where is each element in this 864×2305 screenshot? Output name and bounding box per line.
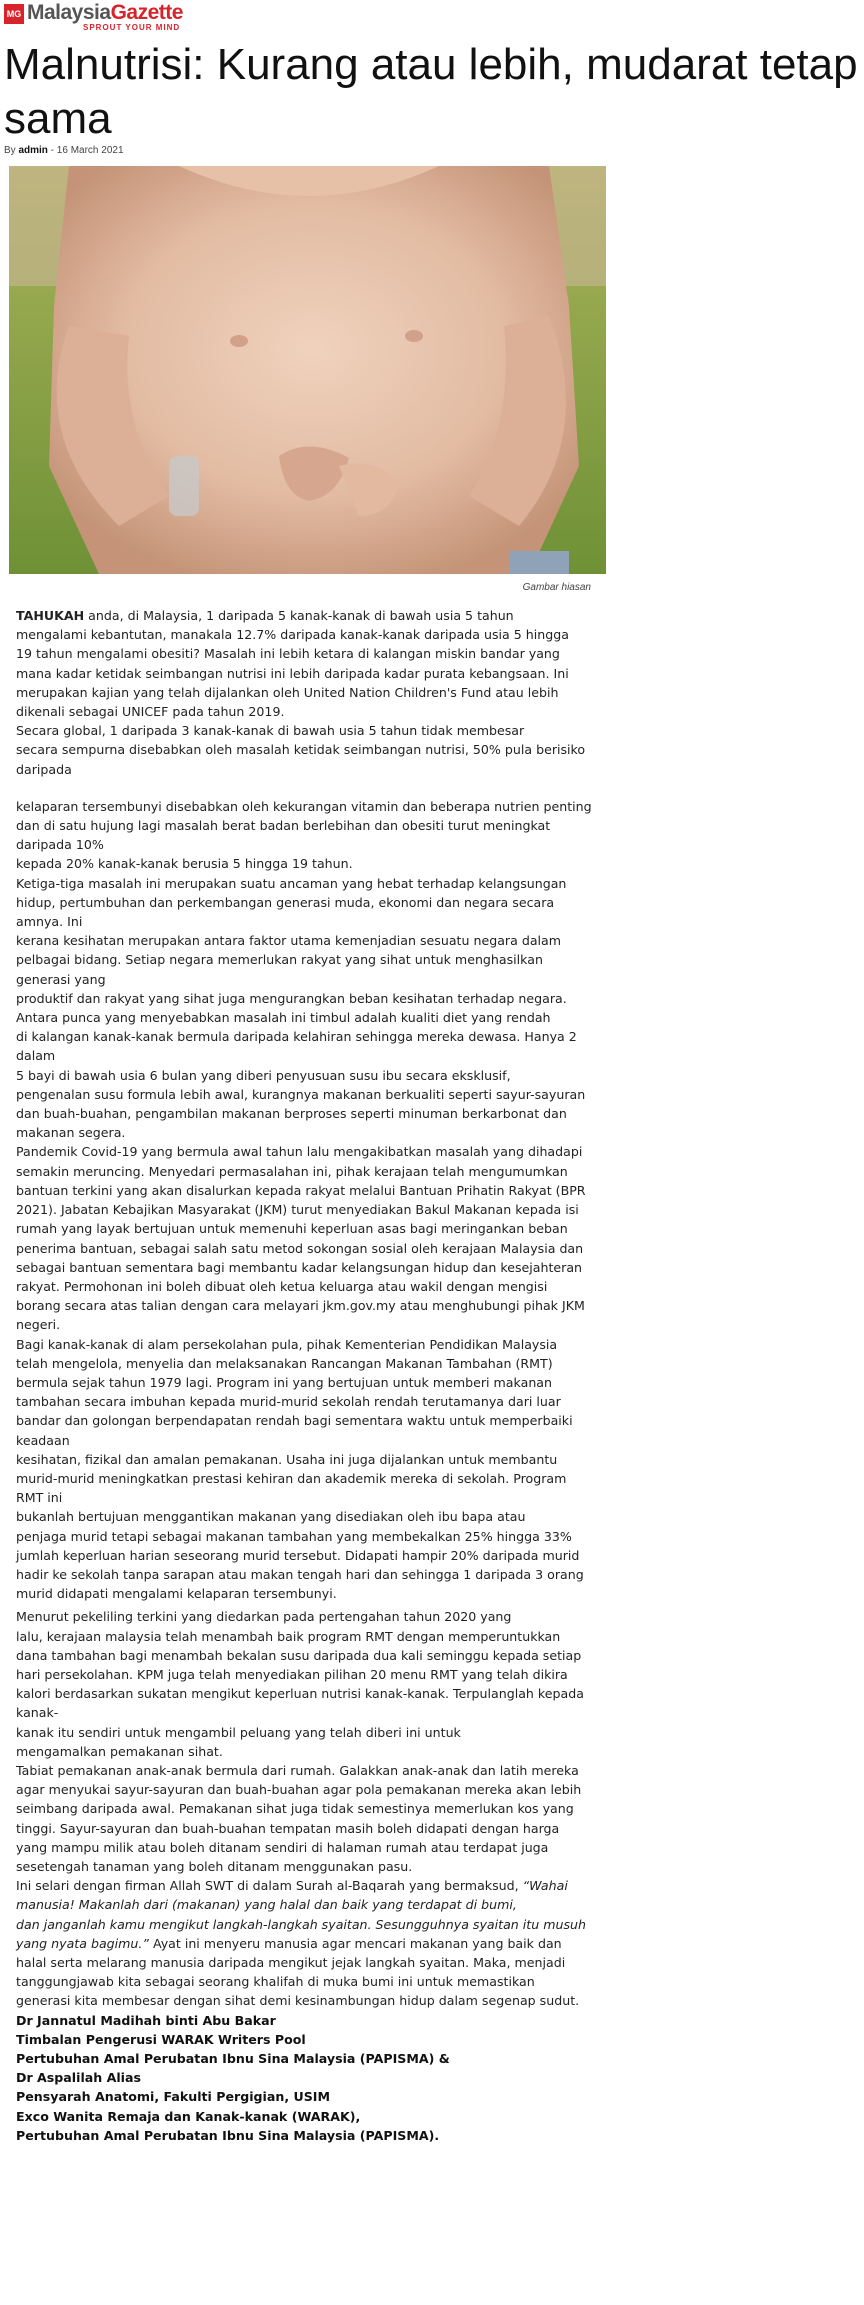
logo-name (27, 2, 183, 23)
site-header (0, 0, 864, 34)
logo-badge: MG (4, 4, 24, 24)
author-link[interactable]: admin (18, 145, 48, 156)
site-logo[interactable] (4, 2, 183, 32)
article-body: TAHUKAH anda, di Malaysia, 1 daripada 5 kanak-kanak di bawah usia 5 tahun mengalami kebantutan, manakala 12.7% daripada kanak-kanak daripada usia 5 hingga 19 tahun mengalami obesiti? Masalah ini lebih ketara di kalangan miskin bandar yang mana kadar ketidak seimbangan nutrisi ini lebih daripada kadar purata kebangsaan. Ini merupakan kajian yang telah dijalankan oleh United Nation Children's Fund atau lebih dikenali sebagai UNICEF pada tahun 2019. Secara global, 1 daripada 3 kanak-kanak di bawah usia 5 tahun tidak membesar secara sempurna disebabkan oleh masalah ketidak seimbangan nutrisi, 50% pula berisiko daripada kelaparan tersembunyi disebabkan oleh kekurangan vitamin dan beberapa nutrien penting dan di satu hujung lagi masalah berat badan berlebihan dan obesiti turut meningkat daripada 10% kepada 20% kanak-kanak berusia 5 hingga 19 tahun. Ketiga-tiga masalah ini merupakan suatu ancaman yang hebat terhadap kelangsungan hidup, pertumbuhan dan perkembangan generasi muda, ekonomi dan negara secara amnya. Ini kerana kesihatan merupakan antara faktor utama kemenjadian sesuatu negara dalam pelbagai bidang. Setiap negara memerlukan rakyat yang sihat untuk menghasilkan generasi yang produktif dan rakyat yang sihat juga mengurangkan beban kesihatan terhadap negara. Antara punca yang menyebabkan masalah ini timbul adalah kualiti diet yang rendah di kalangan kanak-kanak bermula daripada kelahiran sehingga mereka dewasa. Hanya 2 dalam 5 bayi di bawah usia 6 bulan yang diberi penyusuan susu ibu secara eksklusif, pengenalan susu formula lebih awal, kurangnya makanan berkualiti seperti sayur-sayuran dan buah-buahan, pengambilan makanan berproses seperti minuman berkarbonat dan makanan segera. Pandemik Covid-19 yang bermula awal tahun lalu mengakibatkan masalah yang dihadapi semakin meruncing. Menyedari permasalahan ini, pihak kerajaan telah mengumumkan bantuan terkini yang akan disalurkan kepada rakyat melalui Bantuan Prihatin Rakyat (BPR 2021). Jabatan Kebajikan Masyarakat (JKM) turut menyediakan Bakul Makanan kepada isi rumah yang layak bertujuan untuk memenuhi keperluan asas bagi meringankan beban penerima bantuan, sebagai salah satu metod sokongan sosial oleh kerajaan Malaysia dan sebagai bantuan sementara bagi membantu kadar kelangsungan hidup dan kesejahteran rakyat. Permohonan ini boleh dibuat oleh ketua keluarga atau wakil dengan mengisi borang secara atas talian dengan cara melayari jkm.gov.my atau menghubungi pihak JKM negeri. Bagi kanak-kanak di alam persekolahan pula, pihak Kementerian Pendidikan Malaysia telah mengelola, menyelia dan melaksanakan Rancangan Makanan Tambahan (RMT) bermula sejak tahun 1979 lagi. Program ini yang bertujuan untuk memberi makanan tambahan secara imbuhan kepada murid-murid sekolah rendah terutamanya dari luar bandar dan golongan berpendapatan rendah bagi sementara waktu untuk memperbaiki keadaan kesihatan, fizikal dan amalan pemakanan. Usaha ini juga dijalankan untuk membantu murid-murid meningkatkan prestasi kehiran dan akademik mereka di sekolah. Program RMT ini bukanlah bertujuan menggantikan makanan yang disediakan oleh ibu bapa atau penjaga murid tetapi sebagai makanan tambahan yang membekalkan 25% hingga 33% jumlah keperluan harian seseorang murid tersebut. Didapati hampir 20% daripada murid hadir ke sekolah tanpa sarapan atau makan tengah hari dan sehingga 1 daripada 3 orang murid didapati mengalami kelaparan tersembunyi. Menurut pekeliling terkini yang diedarkan pada pertengahan tahun 2020 yang lalu, kerajaan malaysia telah menambah baik program RMT dengan memperuntukkan dana tambahan bagi menambah bekalan susu daripada dua kali seminggu kepada setiap hari persekolahan. KPM juga telah menyediakan pilihan 20 menu RMT yang telah dikira kalori berdasarkan sukatan mengikut keperluan nutrisi kanak-kanak. Terpulanglah kepada kanak- kanak itu sendiri untuk mengambil peluang yang telah diberi ini untuk mengamalkan pemakanan sihat. Tabiat pemakanan anak-anak bermula dari rumah. Galakkan anak-anak dan latih mereka agar menyukai sayur-sayuran dan buah-buahan agar pola pemakanan mereka akan lebih seimbang daripada awal. Pemakanan sihat juga tidak semestinya memerlukan kos yang tinggi. Sayur-sayuran dan buah-buahan tempatan masih boleh didapati dengan harga yang mampu milik atau boleh ditanam sendiri di halaman rumah atau terdapat juga sesetengah tanaman yang boleh ditanam menggunakan pasu. Ini selari dengan firman Allah SWT di dalam Surah al-Baqarah yang bermaksud, “Wahai manusia! Makanlah dari (makanan) yang halal dan baik yang terdapat di bumi, dan janganlah kamu mengikut langkah-langkah syaitan. Sesungguhnya syaitan itu musuh yang nyata bagimu.” Ayat ini menyeru manusia agar mencari makanan yang baik dan halal serta melarang manusia daripada mengikut jejak langkah syaitan. Maka, menjadi tanggungjawab kita sebagai seorang khalifah di muka bumi ini untuk memastikan generasi kita membesar dengan sihat demi kesinambungan hidup dalam segenap sudut. Dr Jannatul Madihah binti Abu Bakar Timbalan Pengerusi WARAK Writers Pool Pertubuhan Amal Perubatan Ibnu Sina Malaysia (PAPISMA) & Dr Aspalilah Alias Pensyarah Anatomi, Fakulti Pergigian, USIM Exco Wanita Remaja dan Kanak-kanak (WARAK), Pertubuhan Amal Perubatan Ibnu Sina Malaysia (PAPISMA). (16, 606, 596, 2145)
by-label: By (4, 145, 16, 156)
logo-tagline: SPROUT YOUR MIND (83, 23, 181, 32)
logo-name-part-a: Malaysia (27, 1, 111, 24)
publish-date: 16 March 2021 (56, 145, 124, 156)
image-caption: Gambar hiasan (522, 582, 591, 593)
baby-photo-illustration (9, 166, 606, 574)
quote-paragraph: Ini selari dengan firman Allah SWT di dalam Surah al-Baqarah yang bermaksud, “Wahai (16, 1878, 568, 1894)
lead-word: TAHUKAH (16, 608, 85, 623)
article-title: Malnutrisi: Kurang atau lebih, mudarat tetap sama (4, 40, 858, 143)
logo-name-part-b: Gazette (110, 1, 183, 24)
author-signature: Dr Jannatul Madihah binti Abu Bakar Timbalan Pengerusi WARAK Writers Pool Pertubuhan Amal Perubatan Ibnu Sina Malaysia (PAPISMA) & Dr Aspalilah Alias Pensyarah Anatomi, Fakulti Pergigian, USIM Exco Wanita Remaja dan Kanak-kanak (WARAK), Pertubuhan Amal Perubatan Ibnu Sina Malaysia (PAPISMA). (16, 2012, 450, 2143)
article-meta: By admin - 16 March 2021 (4, 145, 124, 156)
article-paragraph: TAHUKAH anda, di Malaysia, 1 daripada 5 kanak-kanak di bawah usia 5 tahun (16, 608, 514, 623)
featured-image (9, 166, 606, 574)
